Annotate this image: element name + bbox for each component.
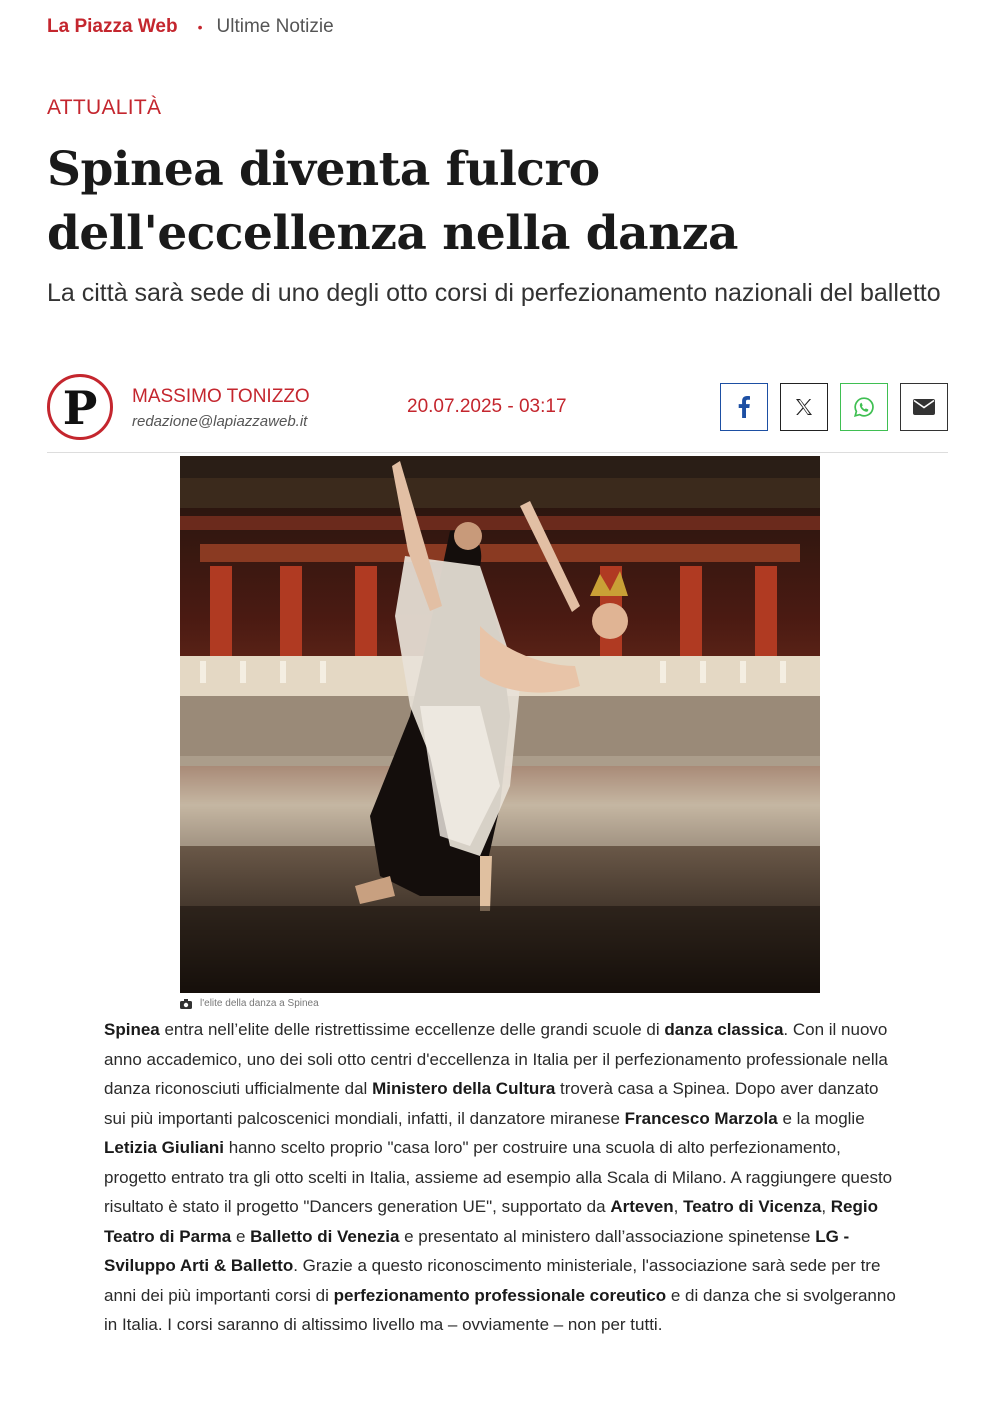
nav-separator: •	[197, 19, 203, 35]
logo-letter: P	[62, 381, 98, 435]
body-bold-text: Spinea	[104, 1020, 160, 1039]
whatsapp-icon	[853, 396, 875, 418]
body-text-run: e di danza che si svolgeranno in Italia. I corsi saranno di altissimo livello ma – ovviamente – non per tutti.	[104, 1285, 896, 1334]
mail-icon	[913, 399, 935, 415]
body-text-run: e presentato al ministero dall’associazione spinetense	[399, 1226, 816, 1246]
body-text-run: troverà casa a Spinea. Dopo aver danzato sui più importanti palcoscenici mondiali, infatti, il danzatore miranese	[104, 1079, 879, 1128]
share-facebook-button[interactable]	[720, 383, 768, 431]
latest-news-link[interactable]: Ultime Notizie	[216, 16, 334, 37]
body-bold-text: Teatro di Vicenza	[683, 1197, 822, 1216]
body-bold-text: Letizia Giuliani	[104, 1138, 224, 1157]
body-bold-text: LG - Sviluppo Arti & Balletto	[104, 1226, 850, 1275]
share-x-button[interactable]	[780, 383, 828, 431]
article-subtitle: La città sarà sede di uno degli otto corsi di perfezionamento nazionali del balletto	[47, 279, 941, 307]
facebook-icon	[737, 396, 751, 418]
article-photo[interactable]	[180, 456, 820, 993]
author-name[interactable]: MASSIMO TONIZZO	[132, 386, 310, 407]
share-whatsapp-button[interactable]	[840, 383, 888, 431]
author-email[interactable]: redazione@lapiazzaweb.it	[132, 413, 308, 430]
article-category[interactable]: ATTUALITÀ	[47, 96, 162, 119]
article-title: Spinea diventa fulcro dell'eccellenza nella danza	[47, 142, 738, 261]
body-bold-text: Regio Teatro di Parma	[104, 1197, 879, 1246]
top-navigation	[47, 12, 334, 42]
author-row	[47, 372, 948, 442]
header-divider	[47, 452, 948, 453]
body-text-run: e	[231, 1226, 251, 1246]
body-text-run: . Grazie a questo riconoscimento ministeriale, l'associazione sarà sede per tre anni dei più importanti corsi di	[104, 1256, 881, 1305]
body-text-run: e la moglie	[777, 1108, 865, 1128]
body-text-run: hanno scelto proprio "casa loro" per costruire una scuola di alto perfezionamento, progetto entrato tra gli otto scelti in Italia, assieme ad esempio alla Scala di Milano. A raggiungere questo risultato è stato il progetto "Dancers generation UE", supportato da	[104, 1138, 893, 1216]
photo-caption-text: l'elite della danza a Spinea	[200, 998, 319, 1009]
site-brand-link[interactable]: La Piazza Web	[47, 16, 178, 37]
body-bold-text: Arteven	[610, 1197, 674, 1216]
body-text-run: . Con il nuovo anno accademico, uno dei soli otto centri d'eccellenza in Italia per il perfezionamento professionale nella danza riconosciuti ufficialmente dal	[104, 1020, 888, 1098]
share-email-button[interactable]	[900, 383, 948, 431]
body-bold-text: danza classica	[664, 1020, 784, 1039]
camera-icon	[180, 999, 192, 1009]
body-bold-text: Ministero della Cultura	[372, 1079, 556, 1098]
author-logo	[47, 374, 113, 440]
x-icon	[794, 397, 814, 417]
article-body	[104, 1015, 904, 1340]
body-text-run: ,	[673, 1197, 684, 1216]
body-bold-text: perfezionamento professionale coreutico	[333, 1285, 667, 1305]
body-bold-text: Francesco Marzola	[624, 1108, 778, 1128]
ballet-dancers-image	[180, 456, 820, 993]
photo-caption	[180, 998, 319, 1009]
body-text-run: entra nell’elite delle ristrettissime eccellenze delle grandi scuole di	[159, 1020, 665, 1039]
publish-date: 20.07.2025 - 03:17	[407, 396, 567, 417]
body-bold-text: Balletto di Venezia	[250, 1226, 400, 1246]
body-text-run: ,	[821, 1197, 831, 1216]
